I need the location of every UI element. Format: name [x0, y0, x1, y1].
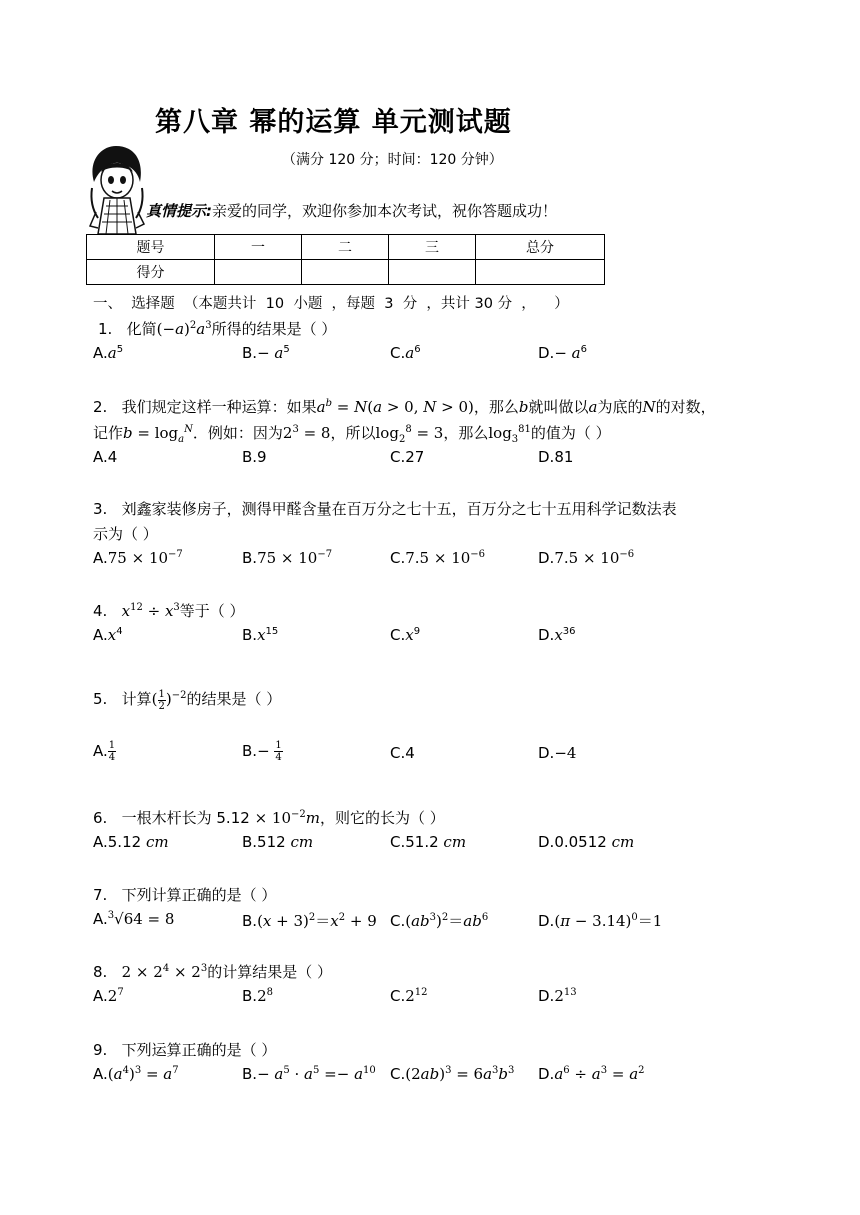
score-table-header-cell: 一 [215, 235, 302, 260]
option-d[interactable]: $D.- a^6$ [538, 344, 587, 362]
option-a[interactable]: A. $\frac{1}{4}$ [93, 740, 116, 763]
girl-illustration-icon [86, 142, 148, 234]
option-c[interactable]: C.4 [390, 744, 415, 762]
score-cell[interactable] [215, 260, 302, 285]
option-c[interactable]: C.51.2 cm [390, 833, 467, 851]
option-b[interactable]: $B.75 \times 10^{-7}$ [242, 549, 333, 567]
tip-text: 亲爱的同学，欢迎你参加本次考试，祝你答题成功！ [212, 202, 558, 220]
question-8: 8. $2 \times 2^4 \times 2^3$的计算结果是（ ） [93, 963, 333, 981]
option-b[interactable]: B.512 cm [242, 833, 314, 851]
option-a[interactable]: $A.a^5$ [93, 344, 124, 362]
option-c[interactable]: $C.(ab^3)^2=ab^6$ [390, 912, 489, 930]
question-2: 2. 我们规定这样一种运算：如果$a^b = N(a > 0$, N > 0)，那么b就叫做以a为底的N的对数， [93, 398, 716, 416]
page-subtitle: （满分 120 分；时间：120 分钟） [282, 152, 503, 168]
question-5: 5. 计算( $\frac{1}{2}$ )$^{-2}$的结果是（ ） [93, 688, 282, 712]
option-b[interactable]: B.9 [242, 448, 267, 466]
option-a[interactable]: $A.75 \times 10^{-7}$ [93, 549, 183, 567]
question-number: 9. [93, 1041, 108, 1059]
question-text: 化简 [126, 320, 157, 338]
score-table [86, 234, 605, 285]
option-b[interactable]: $B.2^8$ [242, 987, 273, 1005]
question-number: 4. [93, 602, 108, 620]
option-b[interactable]: $B.(x + 3)^2=x^2 + 9$ [242, 912, 377, 930]
option-d[interactable]: D.81 [538, 448, 574, 466]
option-b[interactable]: $B.x^{15}$ [242, 626, 279, 644]
option-a[interactable]: A.$^3$√64 = 8 [93, 910, 175, 928]
option-d[interactable]: $D.(\pi - 3.14)^0=1$ [538, 912, 663, 930]
option-b[interactable]: $B.- a^5 \cdot a^5 =- a^{10}$ [242, 1065, 376, 1083]
question-3: 3. 刘鑫家装修房子，测得甲醛含量在百万分之七十五，百万分之七十五用科学记数法表 [93, 500, 677, 518]
section-heading: 一、 选择题 （本题共计 10 小题 ，每题 3 分 ，共计 30 分 ， ） [93, 296, 569, 312]
question-4: 4. $x^{12} \div x^3$等于（ ） [93, 602, 245, 620]
option-b[interactable]: $B.- a^5$ [242, 344, 290, 362]
option-d[interactable]: D.0.0512 cm [538, 833, 635, 851]
score-table-header-cell: 题号 [87, 235, 215, 260]
question-number: 8. [93, 963, 108, 981]
question-2-line-2: 记作$b = \log_a^N$．例如：因为$2^3 = 8$，所以$\log_2^8 = 3$，那么$\log_3^{81}$的值为（ ） [93, 424, 611, 445]
score-table-header-cell: 三 [389, 235, 476, 260]
option-c[interactable]: $C.(2ab)^3 = 6a^3b^3$ [390, 1065, 515, 1083]
tip-line [146, 200, 557, 221]
option-d[interactable]: $D.7.5 \times 10^{-6}$ [538, 549, 635, 567]
score-table-header-row [87, 235, 605, 260]
question-6: 6. 一根木杆长为 $5.12 \times 10^{-2}m$，则它的长为（ ） [93, 809, 445, 827]
option-b[interactable]: B.− $\frac{1}{4}$ [242, 740, 282, 763]
question-7: 7. 下列计算正确的是（ ） [93, 886, 277, 904]
question-math: $(-a)^2a^3$ [156, 320, 212, 338]
question-3-line-2: 示为（ ） [93, 525, 158, 543]
question-number: 7. [93, 886, 108, 904]
option-c[interactable]: $C.7.5 \times 10^{-6}$ [390, 549, 486, 567]
option-a[interactable]: $A.(a^4)^3 = a^7$ [93, 1065, 179, 1083]
score-cell[interactable] [302, 260, 389, 285]
option-d[interactable]: $D.2^{13}$ [538, 987, 577, 1005]
option-c[interactable]: $C.a^6$ [390, 344, 421, 362]
option-c[interactable]: $C.2^{12}$ [390, 987, 428, 1005]
question-text: 所得的结果是（ ） [211, 320, 337, 338]
question-number: 1. [98, 320, 113, 338]
score-table-header-cell: 二 [302, 235, 389, 260]
option-c[interactable]: C.27 [390, 448, 425, 466]
score-row-label: 得分 [87, 260, 215, 285]
question-number: 5. [93, 690, 108, 708]
score-cell[interactable] [389, 260, 476, 285]
option-d[interactable]: D.−4 [538, 744, 577, 762]
question-number: 2. [93, 398, 108, 416]
option-d[interactable]: $D.a^6 \div a^3 = a^2$ [538, 1065, 645, 1083]
question-1 [98, 318, 336, 339]
option-d[interactable]: $D.x^{36}$ [538, 626, 576, 644]
option-a[interactable]: $A.x^4$ [93, 626, 123, 644]
page-title: 第八章 幂的运算 单元测试题 [155, 107, 512, 138]
option-c[interactable]: $C.x^9$ [390, 626, 421, 644]
option-a[interactable]: A.5.12 cm [93, 833, 169, 851]
score-table-header-cell: 总分 [476, 235, 605, 260]
score-cell[interactable] [476, 260, 605, 285]
question-number: 6. [93, 809, 108, 827]
score-table-score-row [87, 260, 605, 285]
option-a[interactable]: $A.2^7$ [93, 987, 124, 1005]
question-9: 9. 下列运算正确的是（ ） [93, 1041, 277, 1059]
question-number: 3. [93, 500, 108, 518]
tip-label: 真情提示: [146, 202, 212, 220]
option-a[interactable]: A.4 [93, 448, 118, 466]
